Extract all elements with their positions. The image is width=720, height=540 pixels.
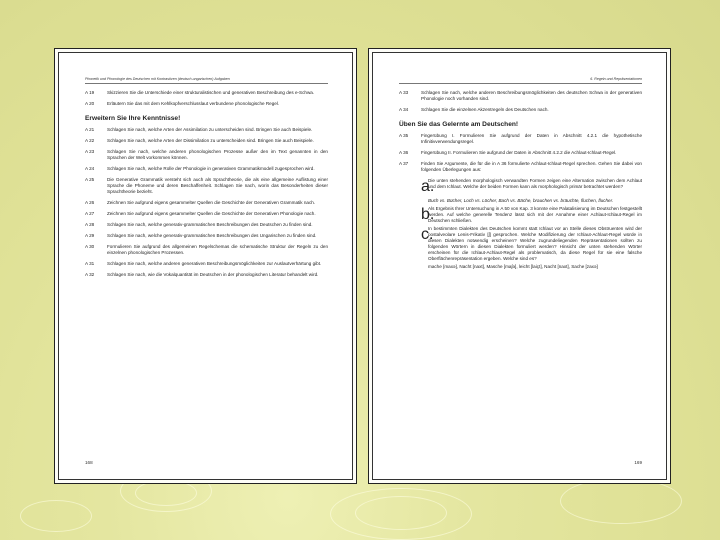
exercise-list xyxy=(85,127,328,278)
exercise-text: Schlagen Sie nach, welche Arten der Dissimilation zu unterscheiden sind. Bringen Sie auch Beispiele. xyxy=(107,137,314,143)
exercise-number: A 34 xyxy=(399,106,409,112)
page-number: 169 xyxy=(634,460,642,465)
exercise-item xyxy=(85,272,328,278)
exercise-text: Schlagen Sie nach, welche Arten der Assimilation zu unterscheiden sind. Bringen Sie auch Beispiele. xyxy=(107,126,313,132)
exercise-item xyxy=(85,233,328,239)
exercise-list xyxy=(85,90,328,107)
exercise-text: Zeichnen Sie aufgrund eigens gesammelter Quellen die Geschichte der Generativen Phonologie nach. xyxy=(107,210,316,216)
exercise-item xyxy=(85,90,328,96)
left-page xyxy=(54,48,357,484)
page-number: 168 xyxy=(85,460,93,465)
exercise-number: A 27 xyxy=(85,210,95,216)
exercise-item xyxy=(85,222,328,228)
sub-item: a. Die unten stehenden morphologisch verwandten Formen zeigen eine Alternation zwischen dem Achlaut und dem Ichlaut. Welche der beiden Formen kann als morphologisch primär betrachtet werden? xyxy=(421,177,642,195)
exercise-number: A 21 xyxy=(85,126,95,132)
exercise-number: A 22 xyxy=(85,137,95,143)
exercise-text: Schlagen Sie nach, welche anderen Beschreibungsmöglichkeiten des deutschen Schwa in der generativen Phonologie noch vorhanden sind. xyxy=(421,89,642,101)
exercise-text: Schlagen Sie nach, welche anderen generativen Beschreibungsmöglichkeiten zur Auslautverhärtung gibt. xyxy=(107,260,322,266)
section-title: Erweitern Sie Ihre Kenntnisse! xyxy=(85,114,181,122)
section-title: Üben Sie das Gelernte am Deutschen! xyxy=(399,120,519,128)
exercise-text: Fingerübung II. Formulieren Sie aufgrund der Daten in Abschnitt 4.2.2 die Achlaut-Ichlaut-Regel. xyxy=(421,149,617,155)
exercise-item xyxy=(85,200,328,206)
sub-item: b. Als Ergebnis Ihrer Untersuchung in A 50 von Kap. 3 konnte eine Palatalisierung im Deutschen festgestellt werden. Auf welche generelle Tendenz lässt sich mit der Annahme einer Achlaut-Ichlaut-Regel im Deutschen schließen. xyxy=(421,205,642,223)
exercise-text: Formulieren Sie aufgrund des allgemeinen Regelschemas die schematische Struktur der Regeln zu den einzelnen phonologischen Prozessen. xyxy=(107,243,328,255)
background-ripple xyxy=(560,478,682,524)
sub-item-list xyxy=(421,178,642,270)
exercise-text: Schlagen Sie die einzelnen Akzentregeln des Deutschen nach. xyxy=(421,106,549,112)
exercise-item xyxy=(85,101,328,107)
exercise-number: A 32 xyxy=(85,271,95,277)
word-list: Buch vs. Bücher, Loch vs. Löcher, Bach vs. Bäche, brauchen vs. bräuchte, fluchen, flucher. xyxy=(428,197,614,203)
exercise-number: A 20 xyxy=(85,100,95,106)
ipa-word-list: mache [maxə], Nacht [naxt], Masche [maʃə], leicht [laiçt], Nacht [naxt], Sache [zaxə] xyxy=(428,263,598,269)
exercise-text: Fingerübung I. Formulieren Sie aufgrund der Daten in Abschnitt 4.2.1 die hypothetische Infinitivverwendungsregel. xyxy=(421,132,642,144)
exercise-number: A 26 xyxy=(85,199,95,205)
exercise-number: A 36 xyxy=(399,149,409,155)
background-ripple xyxy=(20,500,92,532)
exercise-text: Finden Sie Argumente, die für die in A 36 formulierte Achlaut-Ichlaut-Regel sprechen. Gehen Sie dabei von folgenden Überlegungen aus: xyxy=(421,160,642,172)
background-ripple xyxy=(355,496,447,530)
exercise-text: Schlagen Sie nach, wie die Vokalquantität im Deutschen in der phonologischen Literatur behandelt wird. xyxy=(107,271,319,277)
exercise-item xyxy=(399,161,642,173)
exercise-number: A 37 xyxy=(399,160,409,166)
exercise-text: Schlagen Sie nach, welche Rolle der Phonologie in generativen Grammatikmodell zugesprochen wird. xyxy=(107,165,315,171)
exercise-text: Zeichnen Sie aufgrund eigens gesammelter Quellen die Geschichte der Generativen Grammatik nach. xyxy=(107,199,316,205)
exercise-number: A 19 xyxy=(85,89,95,95)
exercise-item xyxy=(85,177,328,195)
exercise-item xyxy=(85,244,328,256)
exercise-number: A 29 xyxy=(85,232,95,238)
running-head: Phonetik und Phonologie des Deutschen mit Kontrastiven (deutsch-ungarischen) Aufgaben xyxy=(85,77,328,84)
exercise-number: A 30 xyxy=(85,243,95,249)
exercise-text: Schlagen Sie nach, welche anderen phonologischen Prozesse außer den im Text genannten in den Sprachen der Welt vorkommen können. xyxy=(107,148,328,160)
exercise-item xyxy=(85,211,328,217)
exercise-text: Skizzieren Sie die Unterschiede einer strukturalistischen und generativen Beschreibung des e-Schwa. xyxy=(107,89,315,95)
exercise-item xyxy=(399,133,642,145)
exercise-number: A 25 xyxy=(85,176,95,182)
exercise-number: A 28 xyxy=(85,221,95,227)
exercise-list xyxy=(399,133,642,173)
exercise-item xyxy=(85,166,328,172)
exercise-item xyxy=(85,149,328,161)
exercise-item xyxy=(85,261,328,267)
right-page xyxy=(368,48,671,484)
exercise-list xyxy=(399,90,642,113)
exercise-text: Schlagen Sie nach, welche generativ-grammatischen Beschreibungen des Deutschen zu finden sind. xyxy=(107,221,313,227)
exercise-number: A 24 xyxy=(85,165,95,171)
exercise-number: A 31 xyxy=(85,260,95,266)
exercise-item xyxy=(399,90,642,102)
exercise-text: Erläutern Sie das mit dem Kehlkopfverschlusslaut verbundene phonologische Regel. xyxy=(107,100,280,106)
exercise-item xyxy=(399,150,642,156)
exercise-number: A 35 xyxy=(399,132,409,138)
exercise-item xyxy=(85,127,328,133)
sub-item: c. In bestimmten Dialekten des Deutschen kommt statt Ichlaut vor an Stelle dieses Obstruenten wird der postalveolare Lenis-Frikativ [ʃ] gesprochen. Welche Modifizierung der Ichlaut-Achlaut-Regel würde in diesen Dialekten notwendig erscheinen? Welche zugrundeliegenden Repräsentationen sollten zu folgenden Wörtern in diesen Dialekten formuliert werden? Hinsicht der unten stehenden Wörter erscheinen für die Ichlaut-Achlaut-Regel als problematisch, da diese Regel für sie eine falsche Oberflächenrepräsentation ergeben. Welche sind es? xyxy=(421,225,642,261)
exercise-text: Schlagen Sie nach, welche generativ-grammatischen Beschreibungen des Ungarischen zu finden sind. xyxy=(107,232,317,238)
exercise-number: A 23 xyxy=(85,148,95,154)
exercise-item xyxy=(85,138,328,144)
exercise-number: A 33 xyxy=(399,89,409,95)
running-head: 6. Regeln und Repräsentationen xyxy=(399,77,642,84)
exercise-text: Die Generative Grammatik versteht sich auch als Sprachtheorie, die als eine allgemeine Auflistung einer Sprache die Phoneme und deren Beschaffenheit. Schlagen Sie nach, worin das Besonderheiten dieser Sprachtheorie bezieht. xyxy=(107,176,328,194)
exercise-item xyxy=(399,107,642,113)
